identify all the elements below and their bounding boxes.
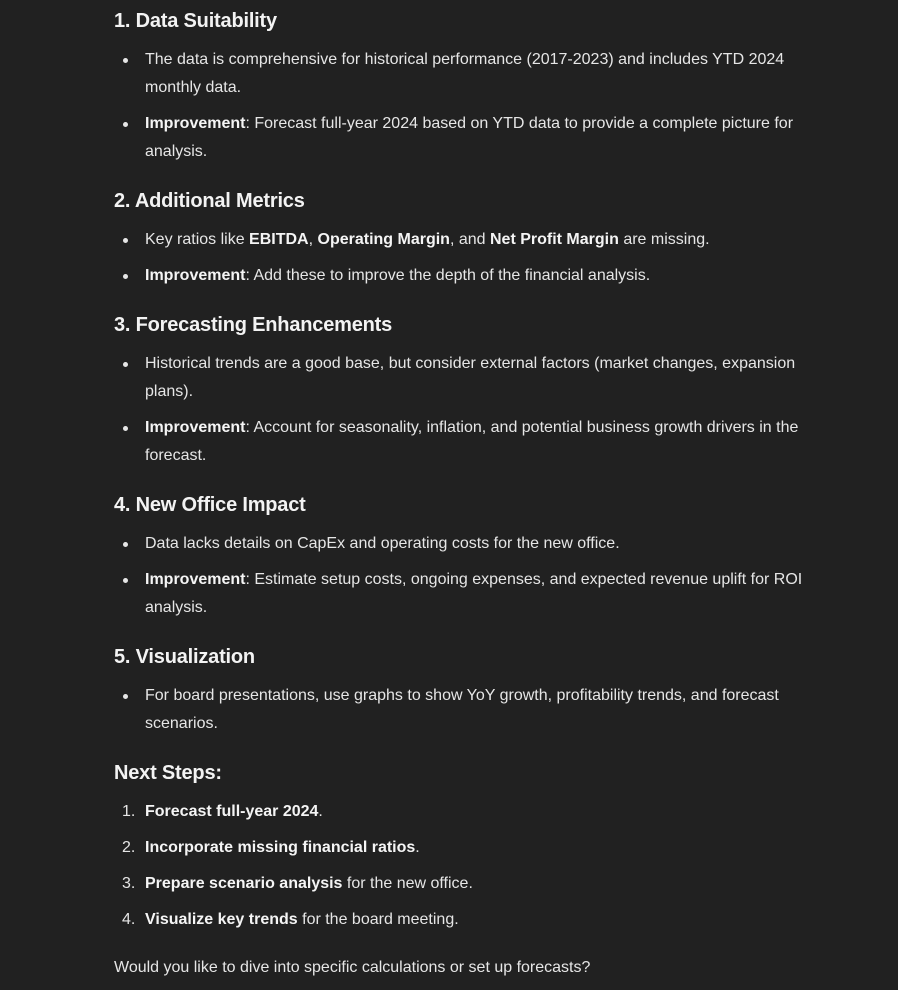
list-item — [114, 110, 824, 166]
list-item — [114, 350, 824, 406]
list-item — [114, 530, 824, 558]
list-item — [114, 566, 824, 622]
bold-text: Operating Margin — [317, 231, 450, 248]
text-run: , — [308, 231, 318, 248]
section-list-new-office-impact — [114, 530, 824, 622]
text-run: Historical trends are a good base, but consider external factors (market changes, expansion plans). — [145, 355, 796, 400]
text-run: Key ratios like — [145, 231, 250, 248]
next-steps-heading: Next Steps: — [114, 762, 222, 784]
list-item-text — [145, 911, 459, 928]
text-run: : Account for seasonality, inflation, and potential business growth drivers in the forecast. — [145, 419, 799, 464]
text-run: Data lacks details on CapEx and operating costs for the new office. — [145, 535, 620, 552]
bold-text: Visualize key trends — [145, 911, 298, 928]
list-item — [114, 226, 824, 254]
list-item — [114, 46, 824, 102]
closing-question: Would you like to dive into specific calculations or set up forecasts? — [114, 959, 591, 976]
list-number: 2. — [122, 839, 136, 856]
section-list-additional-metrics — [114, 226, 824, 290]
text-run: are missing. — [618, 231, 710, 248]
list-item-text — [145, 875, 473, 892]
list-item — [114, 414, 824, 470]
list-item-text — [145, 839, 420, 856]
bold-text: Incorporate missing financial ratios — [145, 839, 416, 856]
list-item — [114, 906, 824, 934]
text-run: : Add these to improve the depth of the financial analysis. — [245, 267, 651, 284]
text-run: The data is comprehensive for historical performance (2017-2023) and includes YTD 2024 monthly data. — [145, 51, 785, 96]
bold-text: Prepare scenario analysis — [145, 875, 343, 892]
section-list-visualization — [114, 682, 824, 738]
section-heading-additional-metrics: 2. Additional Metrics — [114, 190, 305, 212]
section-list-data-suitability — [114, 46, 824, 166]
text-run: For board presentations, use graphs to show YoY growth, profitability trends, and forecast scenarios. — [145, 687, 779, 732]
list-item — [114, 262, 824, 290]
text-run: : Estimate setup costs, ongoing expenses, and expected revenue uplift for ROI analysis. — [145, 571, 803, 616]
list-item — [114, 682, 824, 738]
bold-text: Improvement — [145, 419, 246, 436]
list-item — [114, 834, 824, 862]
bold-text: Forecast full-year 2024 — [145, 803, 319, 820]
bold-text: Improvement — [145, 571, 246, 588]
text-run: , and — [449, 231, 490, 248]
bold-text: Net Profit Margin — [489, 231, 619, 248]
section-heading-new-office-impact: 4. New Office Impact — [114, 494, 306, 516]
list-number: 1. — [122, 803, 136, 820]
bold-text: Improvement — [145, 267, 246, 284]
text-run: for the board meeting. — [297, 911, 459, 928]
section-heading-data-suitability: 1. Data Suitability — [114, 10, 277, 32]
text-run: . — [318, 803, 323, 820]
bold-text: Improvement — [145, 115, 246, 132]
section-heading-forecasting-enhancements: 3. Forecasting Enhancements — [114, 314, 393, 336]
bold-text: EBITDA — [249, 231, 309, 248]
section-heading-visualization: 5. Visualization — [114, 646, 255, 668]
list-number: 4. — [122, 911, 136, 928]
list-number: 3. — [122, 875, 136, 892]
list-item — [114, 798, 824, 826]
text-run: for the new office. — [342, 875, 473, 892]
list-item — [114, 870, 824, 898]
next-steps-list — [114, 798, 824, 934]
section-list-forecasting-enhancements — [114, 350, 824, 470]
list-item-text — [145, 803, 323, 820]
text-run: : Forecast full-year 2024 based on YTD data to provide a complete picture for analysis. — [145, 115, 794, 160]
text-run: . — [415, 839, 420, 856]
